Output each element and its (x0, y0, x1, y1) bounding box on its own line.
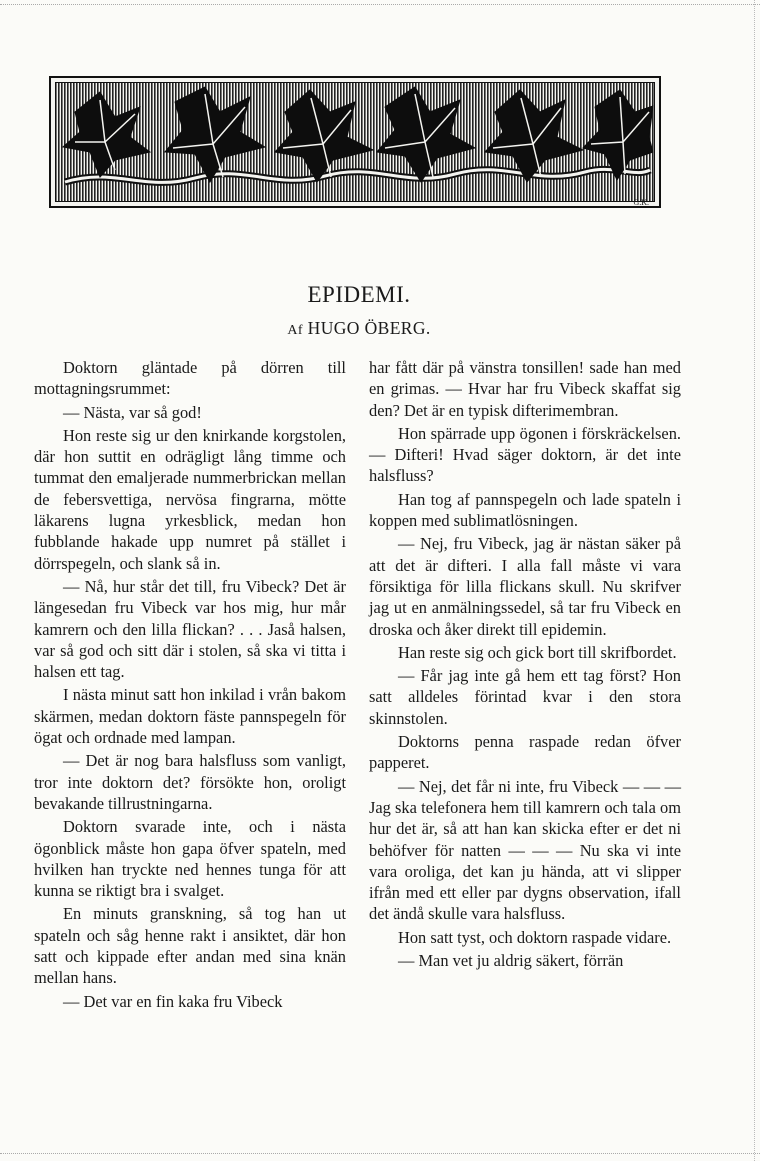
text-column-left (34, 357, 346, 1014)
article-title: EPIDEMI. (307, 282, 411, 307)
byline-author: HUGO ÖBERG. (307, 318, 431, 338)
ivy-ornament-banner (49, 76, 661, 208)
paragraph: Doktorn svarade inte, och i nästa ögonblick måste hon gapa öfver spateln, med hvilken han tryckte ned hennes tunga för att kunna se riktigt bra i svalget. (34, 817, 346, 901)
ivy-leaves-icon (55, 82, 655, 202)
byline-prefix: Af (287, 323, 303, 338)
paragraph: I nästa minut satt hon inkilad i vrån bakom skärmen, medan doktorn fäste pannspegeln för ögat och ordnade med lampan. (34, 685, 346, 748)
paragraph: Hon reste sig ur den knirkande korgstolen, där hon suttit en odrägligt lång timme och tummat den emaljerade nummerbrickan mellan de febersvettiga, nervösa fingrarna, mötte läkarens lugna yrkesblick, medan hon fubblande hakade upp numret på stället i dörrspegeln, och slank så in. (34, 425, 346, 573)
page-edge-top (0, 4, 760, 5)
paragraph: En minuts granskning, så tog han ut spateln och såg henne rakt i ansiktet, där hon satt och kippade efter andan med sina knän mellan hans. (34, 904, 346, 988)
paragraph: — Man vet ju aldrig säkert, förrän (398, 951, 624, 971)
paragraph: Doktorns penna raspade redan öfver papperet. (369, 732, 681, 773)
paragraph: Hon satt tyst, och doktorn raspade vidare. (398, 927, 672, 947)
page-edge-bottom (0, 1153, 760, 1154)
paragraph: — Nästa, var så god! (63, 402, 202, 422)
paragraph: — Nå, hur står det till, fru Vibeck? Det är längesedan fru Vibeck var hos mig, hur mår kamrern och den lilla flickan? . . . Jaså halsen, var så god och sitt där i stolen, så ska vi titta i halsen ett tag. (34, 576, 346, 682)
paragraph: Han reste sig och gick bort till skrifbordet. (398, 642, 677, 662)
paragraph: — Nej, det får ni inte, fru Vibeck — — — Jag ska telefonera hem till kamrern och tala om hur det är, så att han kan skicka efter er det ni behöfver för natten — — — Nu ska vi inte vara oroliga, det kan ju hända, att vi slipper ifrån med ett eller par dygns observation, ifall det ändå skulle vara halsfluss. (369, 776, 681, 924)
article-byline (0, 318, 718, 339)
page-edge-right (754, 0, 755, 1161)
paragraph-continued: har fått där på vänstra tonsillen! sade han med en grimas. — Hvar har fru Vibeck skaffat sig den? Det är en typisk difterimembran. (369, 358, 681, 420)
artist-monogram: G.K. (633, 198, 649, 207)
paragraph: Doktorn gläntade på dörren till mottagningsrummet: (34, 358, 346, 399)
paragraph: Han tog af pannspegeln och lade spateln i koppen med sublimatlösningen. (369, 489, 681, 531)
paragraph: — Det var en fin kaka fru Vibeck (63, 991, 283, 1011)
paragraph: — Får jag inte gå hem ett tag först? Hon satt alldeles förintad kvar i den stora skinnstolen. (369, 666, 681, 728)
paragraph: Hon spärrade upp ögonen i förskräckelsen. — Difteri! Hvad säger doktorn, är det inte halsfluss? (369, 423, 681, 486)
text-column-right (369, 357, 681, 973)
paragraph: — Det är nog bara halsfluss som vanligt, tror inte doktorn det? försökte hon, oroligt bevakande tillrustningarna. (34, 751, 346, 813)
paragraph: — Nej, fru Vibeck, jag är nästan säker på att det är difteri. I alla fall måste vi vara försiktiga för lilla flickans skull. Nu skrifver jag ut en anmälningssedel, så tar fru Vibeck en droska och åker direkt till epidemin. (369, 534, 681, 639)
